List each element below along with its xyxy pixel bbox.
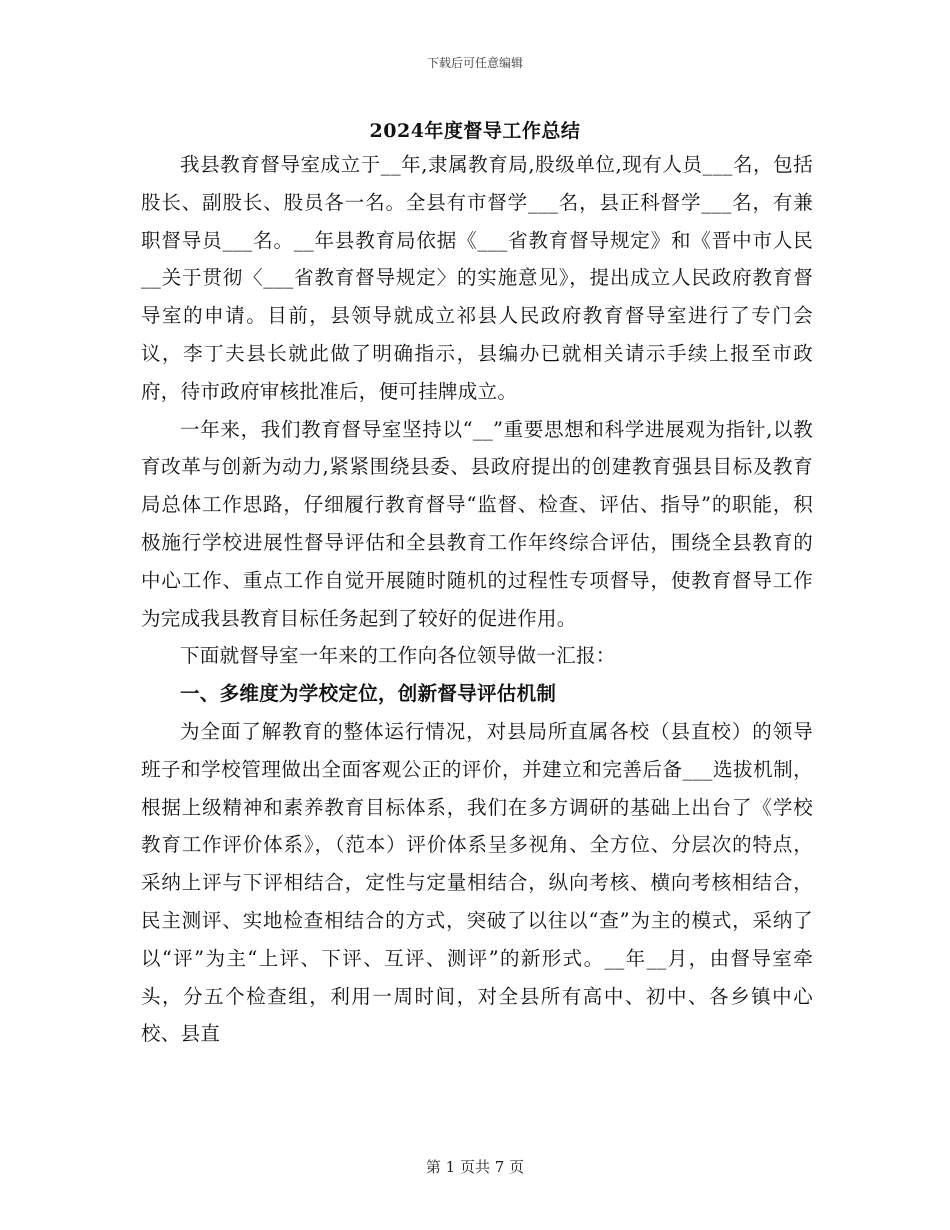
section-heading-1: 一、多维度为学校定位，创新督导评估机制 (180, 682, 557, 706)
paragraph-year-review: 一年来，我们教育督导室坚持以“__”重要思想和科学进展观为指针,以教育改革与创新为动力,紧紧围绕县委、县政府提出的创建教育强县目标及教育局总体工作思路，仔细履行教育督导“监督、检查、评估、指导”的职能，积极施行学校进展性督导评估和全县教育工作年终综合评估，围绕全县教育的中心工作、重点工作自觉开展随时随机的过程性专项督导，使教育督导工作为完成我县教育目标任务起到了较好的促进作用。 (141, 417, 813, 630)
paragraph-intro: 我县教育督导室成立于__年,隶属教育局,股级单位,现有人员___名，包括股长、副股长、股员各一名。全县有市督学___名，县正科督学___名，有兼职督导员___名。__年县教育局依据《___省教育督导规定》和《晋中市人民__关于贯彻〈___省教育督导规定〉的实施意见》，提出成立人民政府教育督导室的申请。目前，县领导就成立祁县人民政府教育督导室进行了专门会议，李丁夫县长就此做了明确指示，县编办已就相关请示手续上报至市政府，待市政府审核批准后，便可挂牌成立。 (141, 153, 813, 403)
page-number: 第 1 页共 7 页 (425, 1158, 525, 1176)
page-header-note: 下载后可任意编辑 (426, 56, 523, 70)
document-title: 2024年度督导工作总结 (369, 120, 581, 142)
document-body (141, 146, 813, 1053)
paragraph-report-lead: 下面就督导室一年来的工作向各位领导做一汇报： (180, 644, 616, 668)
paragraph-section-1: 为全面了解教育的整体运行情况，对县局所直属各校（县直校）的领导班子和学校管理做出全面客观公正的评价，并建立和完善后备___选拔机制，根据上级精神和素养教育目标体系，我们在多方调研的基础上出台了《学校教育工作评价体系》，（范本）评价体系呈多视角、全方位、分层次的特点，采纳上评与下评相结合，定性与定量相结合，纵向考核、横向考核相结合，民主测评、实地检查相结合的方式，突破了以往以“查”为主的模式，采纳了以“评”为主“上评、下评、互评、测评”的新形式。__年__月，由督导室牵头，分五个检查组，利用一周时间，对全县所有高中、初中、各乡镇中心校、县直 (141, 719, 813, 1046)
